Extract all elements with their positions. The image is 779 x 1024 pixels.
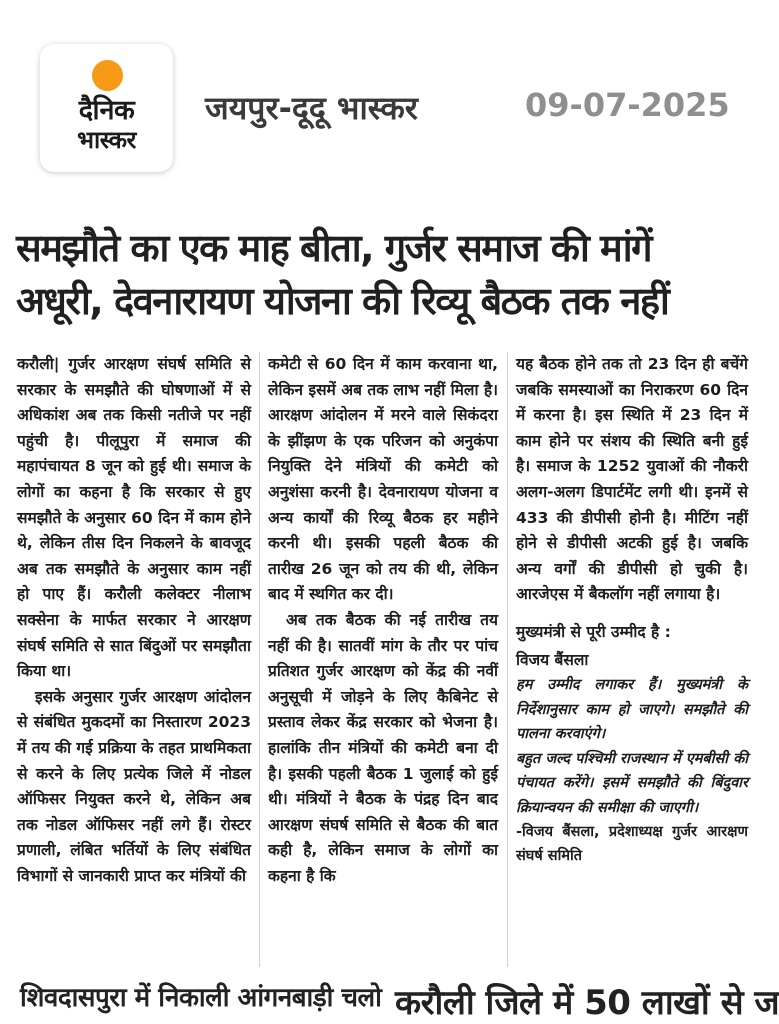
article-paragraph-4: अब तक बैठक की नई तारीख तय नहीं की है। सातवीं मांग के तौर पर पांच प्रतिशत गुर्जर आरक्षण को केंद्र की नवीं अनुसूची में जोड़ने के लिए कैबिनेट से प्रस्ताव लेकर केंद्र सरकार को भेजना है। हालांकि तीन मंत्रियों की कमेटी बना दी है। इसकी पहली बैठक 1 जुलाई को हुई थी। मंत्रियों ने बैठक के पंद्रह दिन बाद आरक्षण संघर्ष समिति से बैठक की बात कही है, लेकिन समाज के लोगों का कहना है कि — [268, 610, 498, 885]
article-column-3 — [516, 352, 748, 868]
headline — [16, 222, 756, 328]
quote-text-1: हम उम्मीद लगाकर हैं। मुख्यमंत्री के निर्देशानुसार काम हो जाएगे। समझौते की पालना करवाएंगे। — [516, 677, 748, 743]
sun-icon — [92, 60, 123, 91]
dateline: करौली — [17, 355, 54, 373]
quote-signoff: -विजय बैंसला, प्रदेशाध्यक्ष गुर्जर आरक्षण संघर्ष समिति — [516, 824, 748, 865]
next-stories-strip — [0, 968, 779, 1023]
headline-line-1: समझौते का एक माह बीता, गुर्जर समाज की मांगें — [16, 226, 651, 270]
article-paragraph-1 — [17, 352, 251, 685]
article-column-2 — [268, 352, 498, 889]
paragraph-1-text: | गुर्जर आरक्षण संघर्ष समिति से सरकार के समझौते की घोषणाओं में से अधिकांश अब तक किसी नतीजे पर नहीं पहुंची है। पीलूपुरा में समाज की महापंचायत 8 जून को हुई थी। समाज के लोगों का कहना है कि सरकार से हुए समझौते के अनुसार 60 दिन में काम होने थे, लेकिन तीस दिन निकलने के बावजूद अब तक समझौते के अनुसार काम नहीं हो पाए हैं। करौली कलेक्टर नीलाभ सक्सेना के मार्फत सरकार ने आरक्षण संघर्ष समिति से सात बिंदुओं पर समझौता किया था। — [17, 355, 251, 681]
headline-line-2: अधूरी, देवनारायण योजना की रिव्यू बैठक तक नहीं — [16, 279, 669, 323]
quote-subheading: मुख्यमंत्री से पूरी उम्मीद है : — [516, 622, 671, 641]
next-story-headline-left: शिवदासपुरा में निकाली आंगनबाड़ी चलो — [20, 983, 382, 1013]
column-divider — [507, 352, 508, 967]
article-column-1 — [17, 352, 251, 889]
logo-text-bhaskar: भास्कर — [77, 126, 136, 154]
quote-text-2: बहुत जल्द पश्चिमी राजस्थान में एमबीसी की पंचायत करेंगे। इसमें समझौते की बिंदुवार क्रियान्वयन की समीक्षा की जाएगी। — [516, 750, 748, 816]
dainik-bhaskar-logo — [40, 44, 173, 172]
logo-text-dainik: दैनिक — [78, 95, 135, 126]
column-divider — [259, 352, 260, 967]
article-paragraph-2: इसके अनुसार गुर्जर आरक्षण आंदोलन से संबंधित मुकदमों का निस्तारण 2023 में तय की गई प्रक्रिया के तहत प्राथमिकता से करने के लिए प्रत्येक जिले में नोडल ऑफिसर नियुक्त करने थे, लेकिन अब तक नोडल ऑफिसर नहीं लगे हैं। रोस्टर प्रणाली, लंबित भर्तियों के लिए संबंधित विभागों से जानकारी प्राप्त कर मंत्रियों की — [17, 687, 251, 885]
quote-byline: विजय बैंसला — [516, 650, 589, 669]
next-story-headline-right: करौली जिले में 50 लाखों से ज — [395, 983, 779, 1023]
edition-date: 09-07-2025 — [525, 86, 730, 124]
article-paragraph-3: कमेटी से 60 दिन में काम करवाना था, लेकिन इसमें अब तक लाभ नहीं मिला है। आरक्षण आंदोलन में मरने वाले सिकंदरा के झींझण के एक परिजन को अनुकंपा नियुक्ति देने मंत्रियों की कमेटी को अनुशंसा करनी है। देवनारायण योजना व अन्य कार्यों की रिव्यू बैठक हर महीने करनी थी। इसकी पहली बैठक की तारीख 26 जून को तय की थी, लेकिन बाद में स्थगित कर दी। — [268, 355, 498, 604]
article-paragraph-5: यह बैठक होने तक तो 23 दिन ही बचेंगे जबकि समस्याओं का निराकरण 60 दिन में करना है। इस स्थिति में 23 दिन में काम होने पर संशय की स्थिति बनी हुई है। समाज के 1252 युवाओं की नौकरी अलग-अलग डिपार्टमेंट लगी थी। इनमें से 433 की डीपीसी होनी है। मीटिंग नहीं होने से डीपीसी अटकी हुई है। जबकि अन्य वर्गों की डीपीसी हो चुकी है। आरजेएस में बैकलॉग नहीं लगाया है। — [516, 355, 748, 604]
edition-name: जयपुर-दूदू भास्कर — [205, 89, 418, 127]
